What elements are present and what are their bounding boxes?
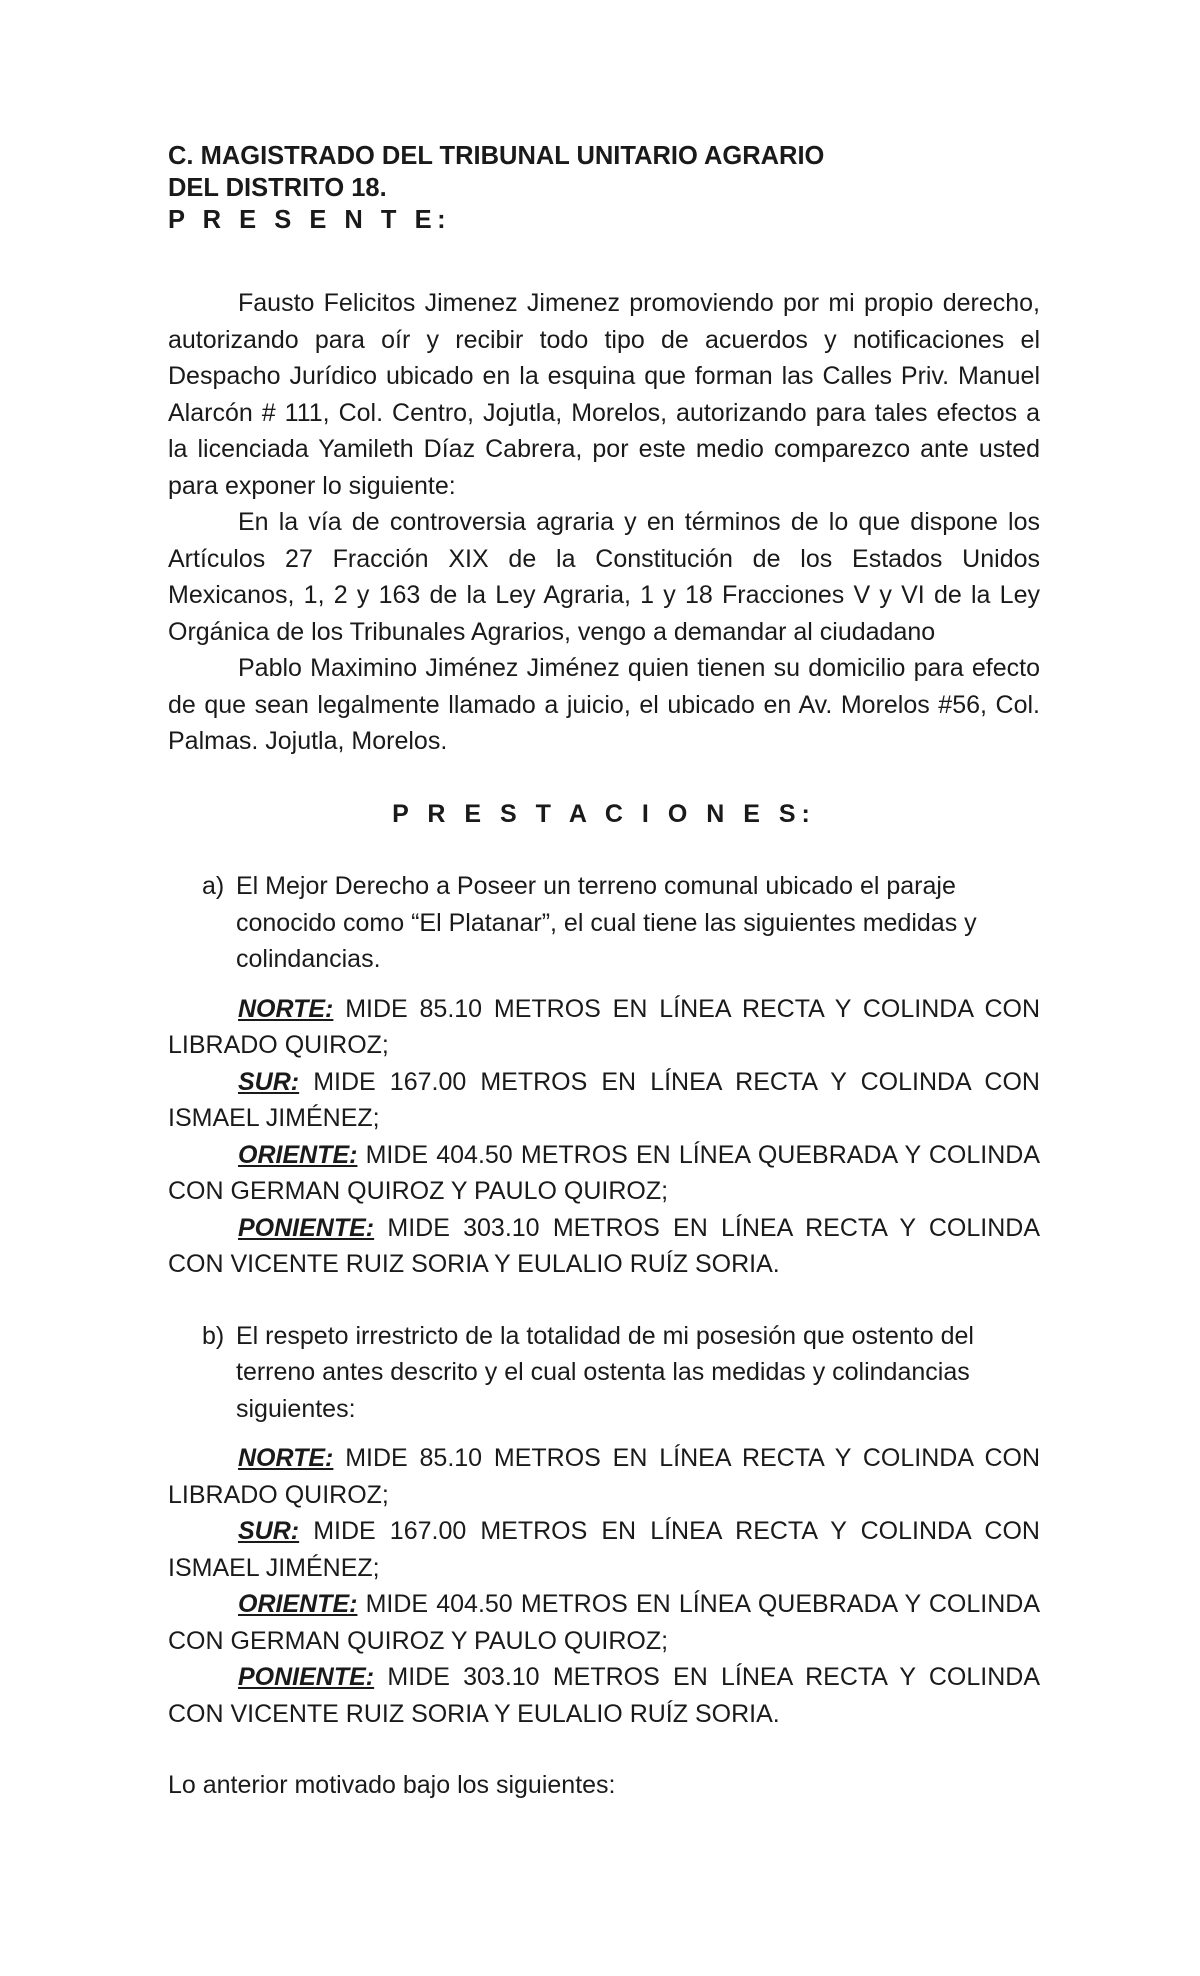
boundary-oriente [168, 1137, 1040, 1210]
boundary-label: SUR: [238, 1517, 300, 1545]
boundary-poniente [168, 1210, 1040, 1283]
boundary-label: SUR: [238, 1067, 300, 1096]
addressee-line-2: DEL DISTRITO 18. [168, 174, 387, 202]
closing-line: Lo anterior motivado bajo los siguientes: [168, 1771, 616, 1799]
prestacion-item-b [168, 1318, 1040, 1428]
prestacion-item-a [168, 868, 1040, 978]
document-page [168, 140, 1040, 1804]
boundary-sur [168, 1513, 1040, 1586]
item-letter: a) [202, 872, 225, 900]
boundary-text: MIDE 404.50 METROS EN LÍNEA QUEBRADA Y COLINDA CON GERMAN QUIROZ Y PAULO QUIROZ; [168, 1590, 1040, 1655]
item-text: El respeto irrestricto de la totalidad de mi posesión que ostento del terreno antes descrito y el cual ostenta las medidas y colindancias siguientes: [236, 1321, 974, 1423]
defendant-paragraph: Pablo Maximino Jiménez Jiménez quien tienen su domicilio para efecto de que sean legalmente llamado a juicio, el ubicado en Av. Morelos #56, Col. Palmas. Jojutla, Morelos. [168, 654, 1040, 755]
boundary-text: MIDE 303.10 METROS EN LÍNEA RECTA Y COLINDA CON VICENTE RUIZ SORIA Y EULALIO RUÍZ SORIA. [168, 1213, 1040, 1278]
boundary-text: MIDE 167.00 METROS EN LÍNEA RECTA Y COLINDA CON ISMAEL JIMÉNEZ; [168, 1517, 1040, 1582]
boundary-text: MIDE 167.00 METROS EN LÍNEA RECTA Y COLINDA CON ISMAEL JIMÉNEZ; [168, 1067, 1040, 1132]
boundary-label: PONIENTE: [238, 1213, 375, 1242]
boundaries-list-b [168, 1440, 1040, 1732]
boundary-text: MIDE 404.50 METROS EN LÍNEA QUEBRADA Y COLINDA CON GERMAN QUIROZ Y PAULO QUIROZ; [168, 1140, 1040, 1205]
prestaciones-heading: P R E S T A C I O N E S: [392, 799, 816, 828]
boundary-label: PONIENTE: [238, 1663, 375, 1691]
boundary-poniente [168, 1659, 1040, 1732]
boundary-text: MIDE 303.10 METROS EN LÍNEA RECTA Y COLINDA CON VICENTE RUIZ SORIA Y EULALIO RUÍZ SORIA. [168, 1663, 1040, 1728]
boundary-norte [168, 1440, 1040, 1513]
item-text: El Mejor Derecho a Poseer un terreno comunal ubicado el paraje conocido como “El Platanar”, el cual tiene las siguientes medidas y colindancias. [236, 872, 977, 973]
legal-basis-paragraph: En la vía de controversia agraria y en términos de lo que dispone los Artículos 27 Fracción XIX de la Constitución de los Estados Unidos Mexicanos, 1, 2 y 163 de la Ley Agraria, 1 y 18 Fracciones V y VI de la Ley Orgánica de los Tribunales Agrarios, vengo a demandar al ciudadano [168, 508, 1040, 646]
presente-heading: P R E S E N T E: [168, 206, 452, 234]
boundary-label: ORIENTE: [238, 1590, 358, 1618]
item-letter: b) [202, 1321, 225, 1350]
addressee-line-1: C. MAGISTRADO DEL TRIBUNAL UNITARIO AGRARIO [168, 142, 825, 170]
boundary-norte [168, 991, 1040, 1064]
boundary-label: ORIENTE: [238, 1140, 358, 1169]
boundaries-list-a [168, 991, 1040, 1283]
intro-paragraph: Fausto Felicitos Jimenez Jimenez promoviendo por mi propio derecho, autorizando para oír y recibir todo tipo de acuerdos y notificaciones el Despacho Jurídico ubicado en la esquina que forman las Calles Priv. Manuel Alarcón # 111, Col. Centro, Jojutla, Morelos, autorizando para tales efectos a la licenciada Yamileth Díaz Cabrera, por este medio comparezco ante usted para exponer lo siguiente: [168, 289, 1040, 500]
boundary-label: NORTE: [238, 994, 334, 1023]
boundary-text: MIDE 85.10 METROS EN LÍNEA RECTA Y COLINDA CON LIBRADO QUIROZ; [168, 994, 1040, 1059]
boundary-text: MIDE 85.10 METROS EN LÍNEA RECTA Y COLINDA CON LIBRADO QUIROZ; [168, 1444, 1040, 1509]
boundary-label: NORTE: [238, 1444, 334, 1472]
boundary-oriente [168, 1586, 1040, 1659]
boundary-sur [168, 1064, 1040, 1137]
